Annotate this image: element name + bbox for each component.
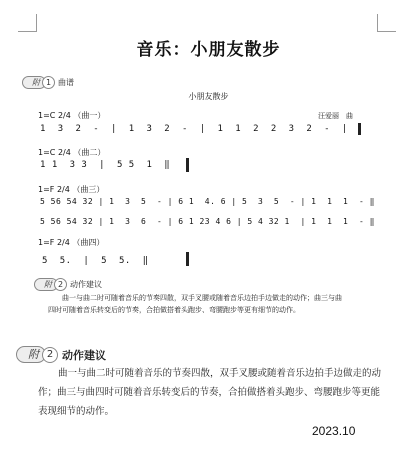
- meter: 2/4: [57, 111, 71, 120]
- appendix2-small-tag: 附: [34, 278, 58, 291]
- appendix2-small-number: 2: [54, 278, 67, 291]
- appendix2-small-label: 动作建议: [70, 280, 102, 289]
- appendix2-small-badge: [34, 278, 102, 291]
- appendix2-large-text: 曲一与曲二时可随着音乐的节奏四散，双手叉腰或随着音乐边拍手边做走的动作；曲三与曲四时可随着音乐转变后的节奏，合拍做搭着头跑步、弯腰跑步等更能表现细节的动作。: [38, 368, 382, 417]
- song-composer: 汪爱丽 曲: [318, 112, 353, 120]
- tune1-notes: 1 3 2 - | 1 3 2 - | 1 1 2 2 3 2 - |: [40, 124, 348, 134]
- tune-name: （曲四）: [72, 238, 105, 247]
- meter: 2/4: [57, 148, 71, 157]
- appendix1-tag: 附: [22, 76, 46, 89]
- document-date: 2023.10: [312, 424, 356, 438]
- appendix2-small-text: 曲一与曲二时可随着音乐的节奏四散，双手叉腰或随着音乐边拍手边做走的动作；曲三与曲四时可随着音乐转变后的节奏，合拍做搭着头跑步、弯腰跑步等更有细节的动作。: [48, 294, 342, 314]
- tune1-final-bar: [358, 123, 361, 135]
- key-signature: 1=C: [38, 111, 56, 120]
- key-signature: 1=F: [38, 238, 55, 247]
- appendix1-number: 1: [42, 76, 55, 89]
- document-title: 音乐：小朋友散步: [136, 40, 281, 60]
- tune2-notes: 1 1 3 3 | 5 5 1 ‖: [40, 160, 171, 170]
- key-signature: 1=C: [38, 148, 56, 157]
- appendix2-large-number: 2: [42, 347, 58, 363]
- tune-name: （曲一）: [73, 111, 106, 120]
- appendix2-large-label: 动作建议: [62, 348, 106, 362]
- crop-mark-left-v: [36, 14, 37, 32]
- song-title: 小朋友散步: [188, 92, 229, 101]
- crop-mark-left-h: [18, 31, 36, 32]
- key-signature: 1=F: [38, 185, 55, 194]
- appendix2-large-badge: [16, 346, 106, 363]
- meter: 2/4: [56, 185, 70, 194]
- tune2-final-bar: [186, 158, 189, 172]
- meter: 2/4: [56, 238, 70, 247]
- appendix1-badge: [22, 76, 74, 89]
- tune3-notes-line1: 5 56 54 32 | 1 3 5 - | 6 1 4. 6 | 5 3 5 - | 1 1 1 - ‖: [40, 197, 375, 206]
- tune3-notes-line2: 5 56 54 32 | 1 3 6 - | 6 1 23 4 6 | 5 4 32 1 | 1 1 1 - ‖: [40, 217, 375, 226]
- appendix2-large-tag: 附: [16, 346, 46, 363]
- tune4-notes: 5 5. | 5 5. ‖: [42, 256, 149, 266]
- crop-mark-right-v: [377, 14, 378, 32]
- appendix1-label: 曲谱: [58, 78, 74, 87]
- crop-mark-right-h: [378, 31, 396, 32]
- tune-name: （曲二）: [73, 148, 106, 157]
- tune-name: （曲三）: [72, 185, 105, 194]
- tune4-final-bar: [186, 252, 189, 266]
- tune1-key: [38, 110, 105, 121]
- tune3-key: [38, 184, 104, 195]
- tune4-key: [38, 237, 104, 248]
- tune2-key: [38, 147, 105, 158]
